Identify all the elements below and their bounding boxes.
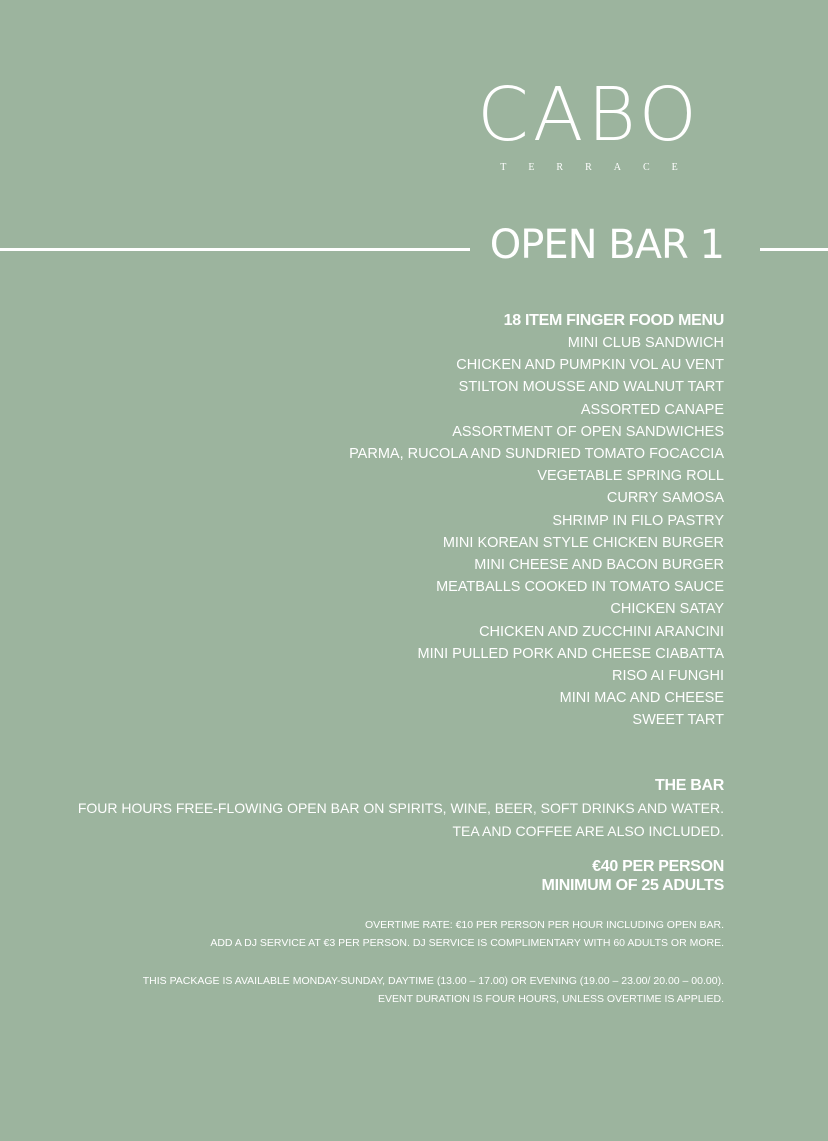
bar-description: FOUR HOURS FREE-FLOWING OPEN BAR ON SPIRITS, WINE, BEER, SOFT DRINKS AND WATER. (77, 800, 724, 816)
availability-note: THIS PACKAGE IS AVAILABLE MONDAY-SUNDAY, DAYTIME (13.00 – 17.00) OR EVENING (19.00 – 23.00/ 20.00 – 00.00). (142, 975, 724, 987)
cabo-terrace-logo (454, 72, 724, 173)
divider-left (0, 248, 470, 251)
menu-item: MEATBALLS COOKED IN TOMATO SAUCE (436, 579, 724, 596)
divider-right (760, 248, 828, 251)
logo-wordmark: CABO (477, 72, 701, 158)
menu-item: CURRY SAMOSA (606, 490, 724, 507)
price-section (542, 857, 724, 895)
menu-item: MINI CHEESE AND BACON BURGER (474, 557, 724, 574)
bar-section (78, 775, 724, 842)
menu-item: PARMA, RUCOLA AND SUNDRIED TOMATO FOCACCIA (349, 446, 724, 463)
menu-item: MINI MAC AND CHEESE (559, 690, 724, 707)
bar-heading: THE BAR (654, 777, 724, 794)
menu-item: CHICKEN AND ZUCCHINI ARANCINI (479, 623, 724, 640)
bar-description-extra: TEA AND COFFEE ARE ALSO INCLUDED. (452, 822, 724, 839)
terms-notes (210, 916, 724, 952)
menu-item: SWEET TART (632, 712, 724, 729)
menu-item: ASSORTED CANAPE (580, 401, 724, 418)
menu-item: ASSORTMENT OF OPEN SANDWICHES (452, 423, 724, 440)
price-per-person: €40 PER PERSON (592, 858, 724, 875)
menu-item: CHICKEN AND PUMPKIN VOL AU VENT (456, 357, 724, 374)
availability-notes (143, 972, 724, 1008)
menu-item: CHICKEN SATAY (610, 601, 724, 618)
dj-note: ADD A DJ SERVICE AT €3 PER PERSON. DJ SERVICE IS COMPLIMENTARY WITH 60 ADULTS OR MORE. (210, 937, 724, 949)
menu-item: SHRIMP IN FILO PASTRY (552, 512, 724, 529)
menu-heading: 18 ITEM FINGER FOOD MENU (503, 312, 724, 329)
menu-item: RISO AI FUNGHI (612, 668, 724, 685)
minimum-adults: MINIMUM OF 25 ADULTS (541, 877, 724, 894)
finger-food-menu (349, 310, 724, 732)
duration-note: EVENT DURATION IS FOUR HOURS, UNLESS OVERTIME IS APPLIED. (378, 993, 724, 1005)
menu-item: MINI KOREAN STYLE CHICKEN BURGER (442, 534, 724, 551)
menu-item: MINI CLUB SANDWICH (567, 335, 724, 351)
logo-subtitle: TERRACE (500, 162, 700, 173)
menu-item: STILTON MOUSSE AND WALNUT TART (458, 379, 724, 396)
menu-item: VEGETABLE SPRING ROLL (537, 468, 724, 485)
menu-item: MINI PULLED PORK AND CHEESE CIABATTA (417, 645, 724, 662)
page-title: OPEN BAR 1 (489, 222, 724, 268)
overtime-note: OVERTIME RATE: €10 PER PERSON PER HOUR INCLUDING OPEN BAR. (364, 919, 724, 931)
